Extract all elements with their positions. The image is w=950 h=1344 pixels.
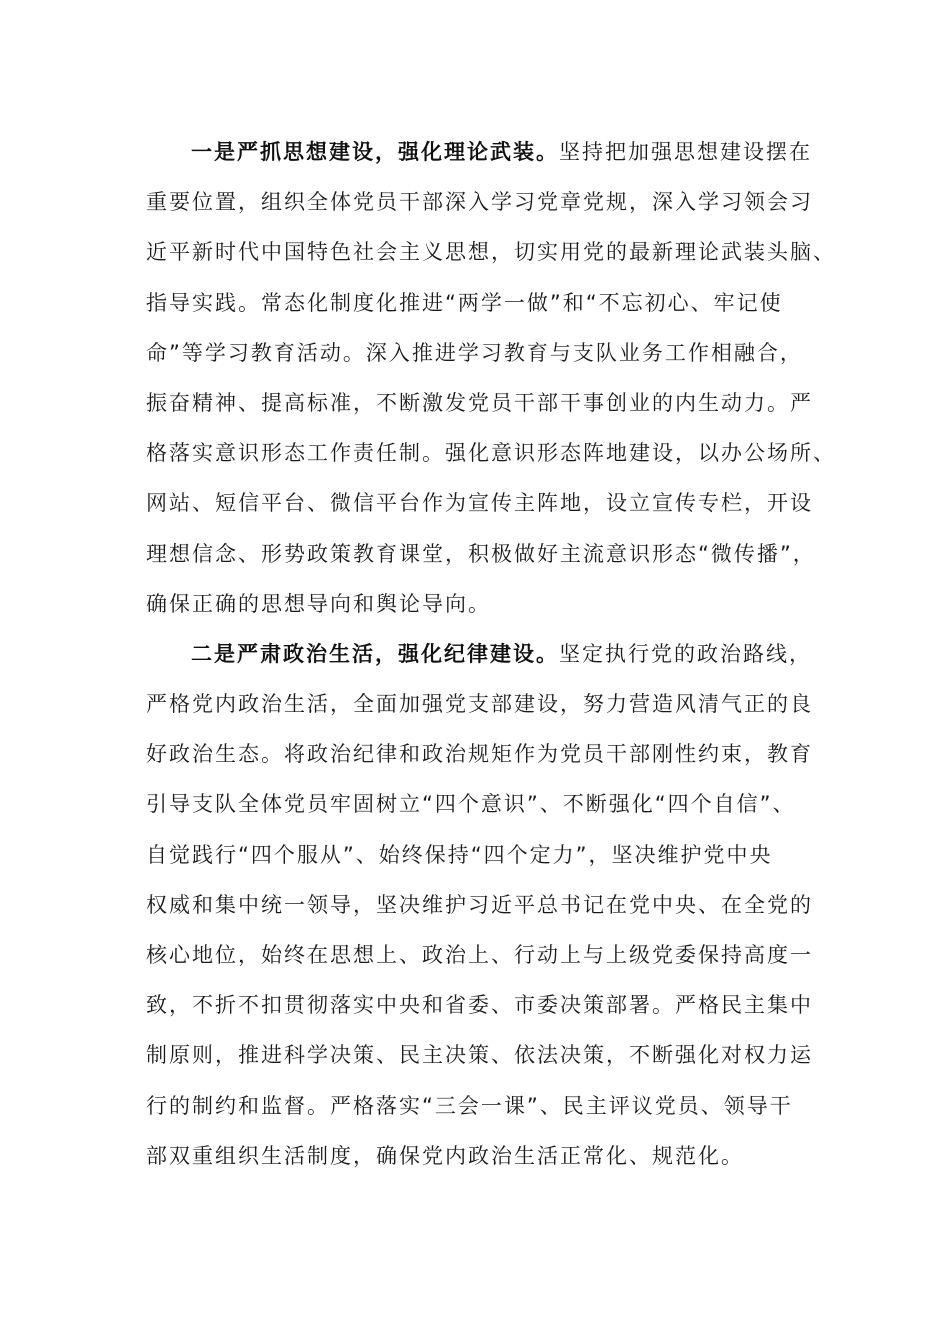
paragraph-1-line: 近平新时代中国特色社会主义思想，切实用党的最新理论武装头脑、 (146, 240, 836, 265)
paragraph-2-line: 行的制约和监督。严格落实“三会一课”、民主评议党员、领导干 (146, 1093, 793, 1118)
paragraph-2-first-line (146, 635, 812, 673)
paragraph-1-line: 重要位置，组织全体党员干部深入学习党章党规，深入学习领会习 (146, 190, 813, 215)
paragraph-2-line: 部双重组织生活制度，确保党内政治生活正常化、规范化。 (146, 1143, 744, 1168)
paragraph-2-line: 权威和集中统一领导，坚决维护习近平总书记在党中央、在全党的 (146, 892, 813, 917)
paragraph-2-line: 严格党内政治生活，全面加强党支部建设，努力营造风清气正的良 (146, 692, 813, 717)
paragraph-1-line: 格落实意识形态工作责任制。强化意识形态阵地建设，以办公场所、 (146, 441, 836, 466)
paragraph-1-line: 理想信念、形势政策教育课堂，积极做好主流意识形态“微传播”， (146, 541, 816, 566)
paragraph-1-line: 确保正确的思想导向和舆论导向。 (146, 591, 491, 616)
paragraph-2-line: 自觉践行“四个服从”、始终保持“四个定力”，坚决维护党中央 (146, 842, 773, 867)
paragraph-2-line: 好政治生态。将政治纪律和政治规矩作为党员干部刚性约束，教育 (146, 742, 813, 767)
paragraph-2-lead-text: 坚定执行党的政治路线， (559, 641, 812, 666)
paragraph-1-first-line (146, 133, 812, 171)
paragraph-1-line: 命”等学习教育活动。深入推进学习教育与支队业务工作相融合， (146, 340, 803, 365)
paragraph-1-line: 振奋精神、提高标准，不断激发党员干部干事创业的内生动力。严 (146, 390, 813, 415)
paragraph-1-lead-text: 坚持把加强思想建设摆在 (559, 140, 812, 164)
paragraph-2-heading: 二是严肃政治生活，强化纪律建设。 (191, 641, 559, 666)
paragraph-2-line: 致，不折不扣贯彻落实中央和省委、市委决策部署。严格民主集中 (146, 993, 813, 1018)
paragraph-1-heading: 一是严抓思想建设，强化理论武装。 (191, 140, 559, 164)
paragraph-2-line: 核心地位，始终在思想上、政治上、行动上与上级党委保持高度一 (146, 943, 813, 967)
paragraph-2-line: 制原则，推进科学决策、民主决策、依法决策，不断强化对权力运 (146, 1043, 813, 1068)
paragraph-1-line: 网站、短信平台、微信平台作为宣传主阵地，设立宣传专栏，开设 (146, 491, 813, 516)
document-body (146, 133, 836, 1187)
paragraph-2-line: 引导支队全体党员牢固树立“四个意识”、不断强化“四个自信”、 (146, 792, 796, 817)
paragraph-1-line: 指导实践。常态化制度化推进“两学一做”和“不忘初心、牢记使 (146, 290, 783, 315)
